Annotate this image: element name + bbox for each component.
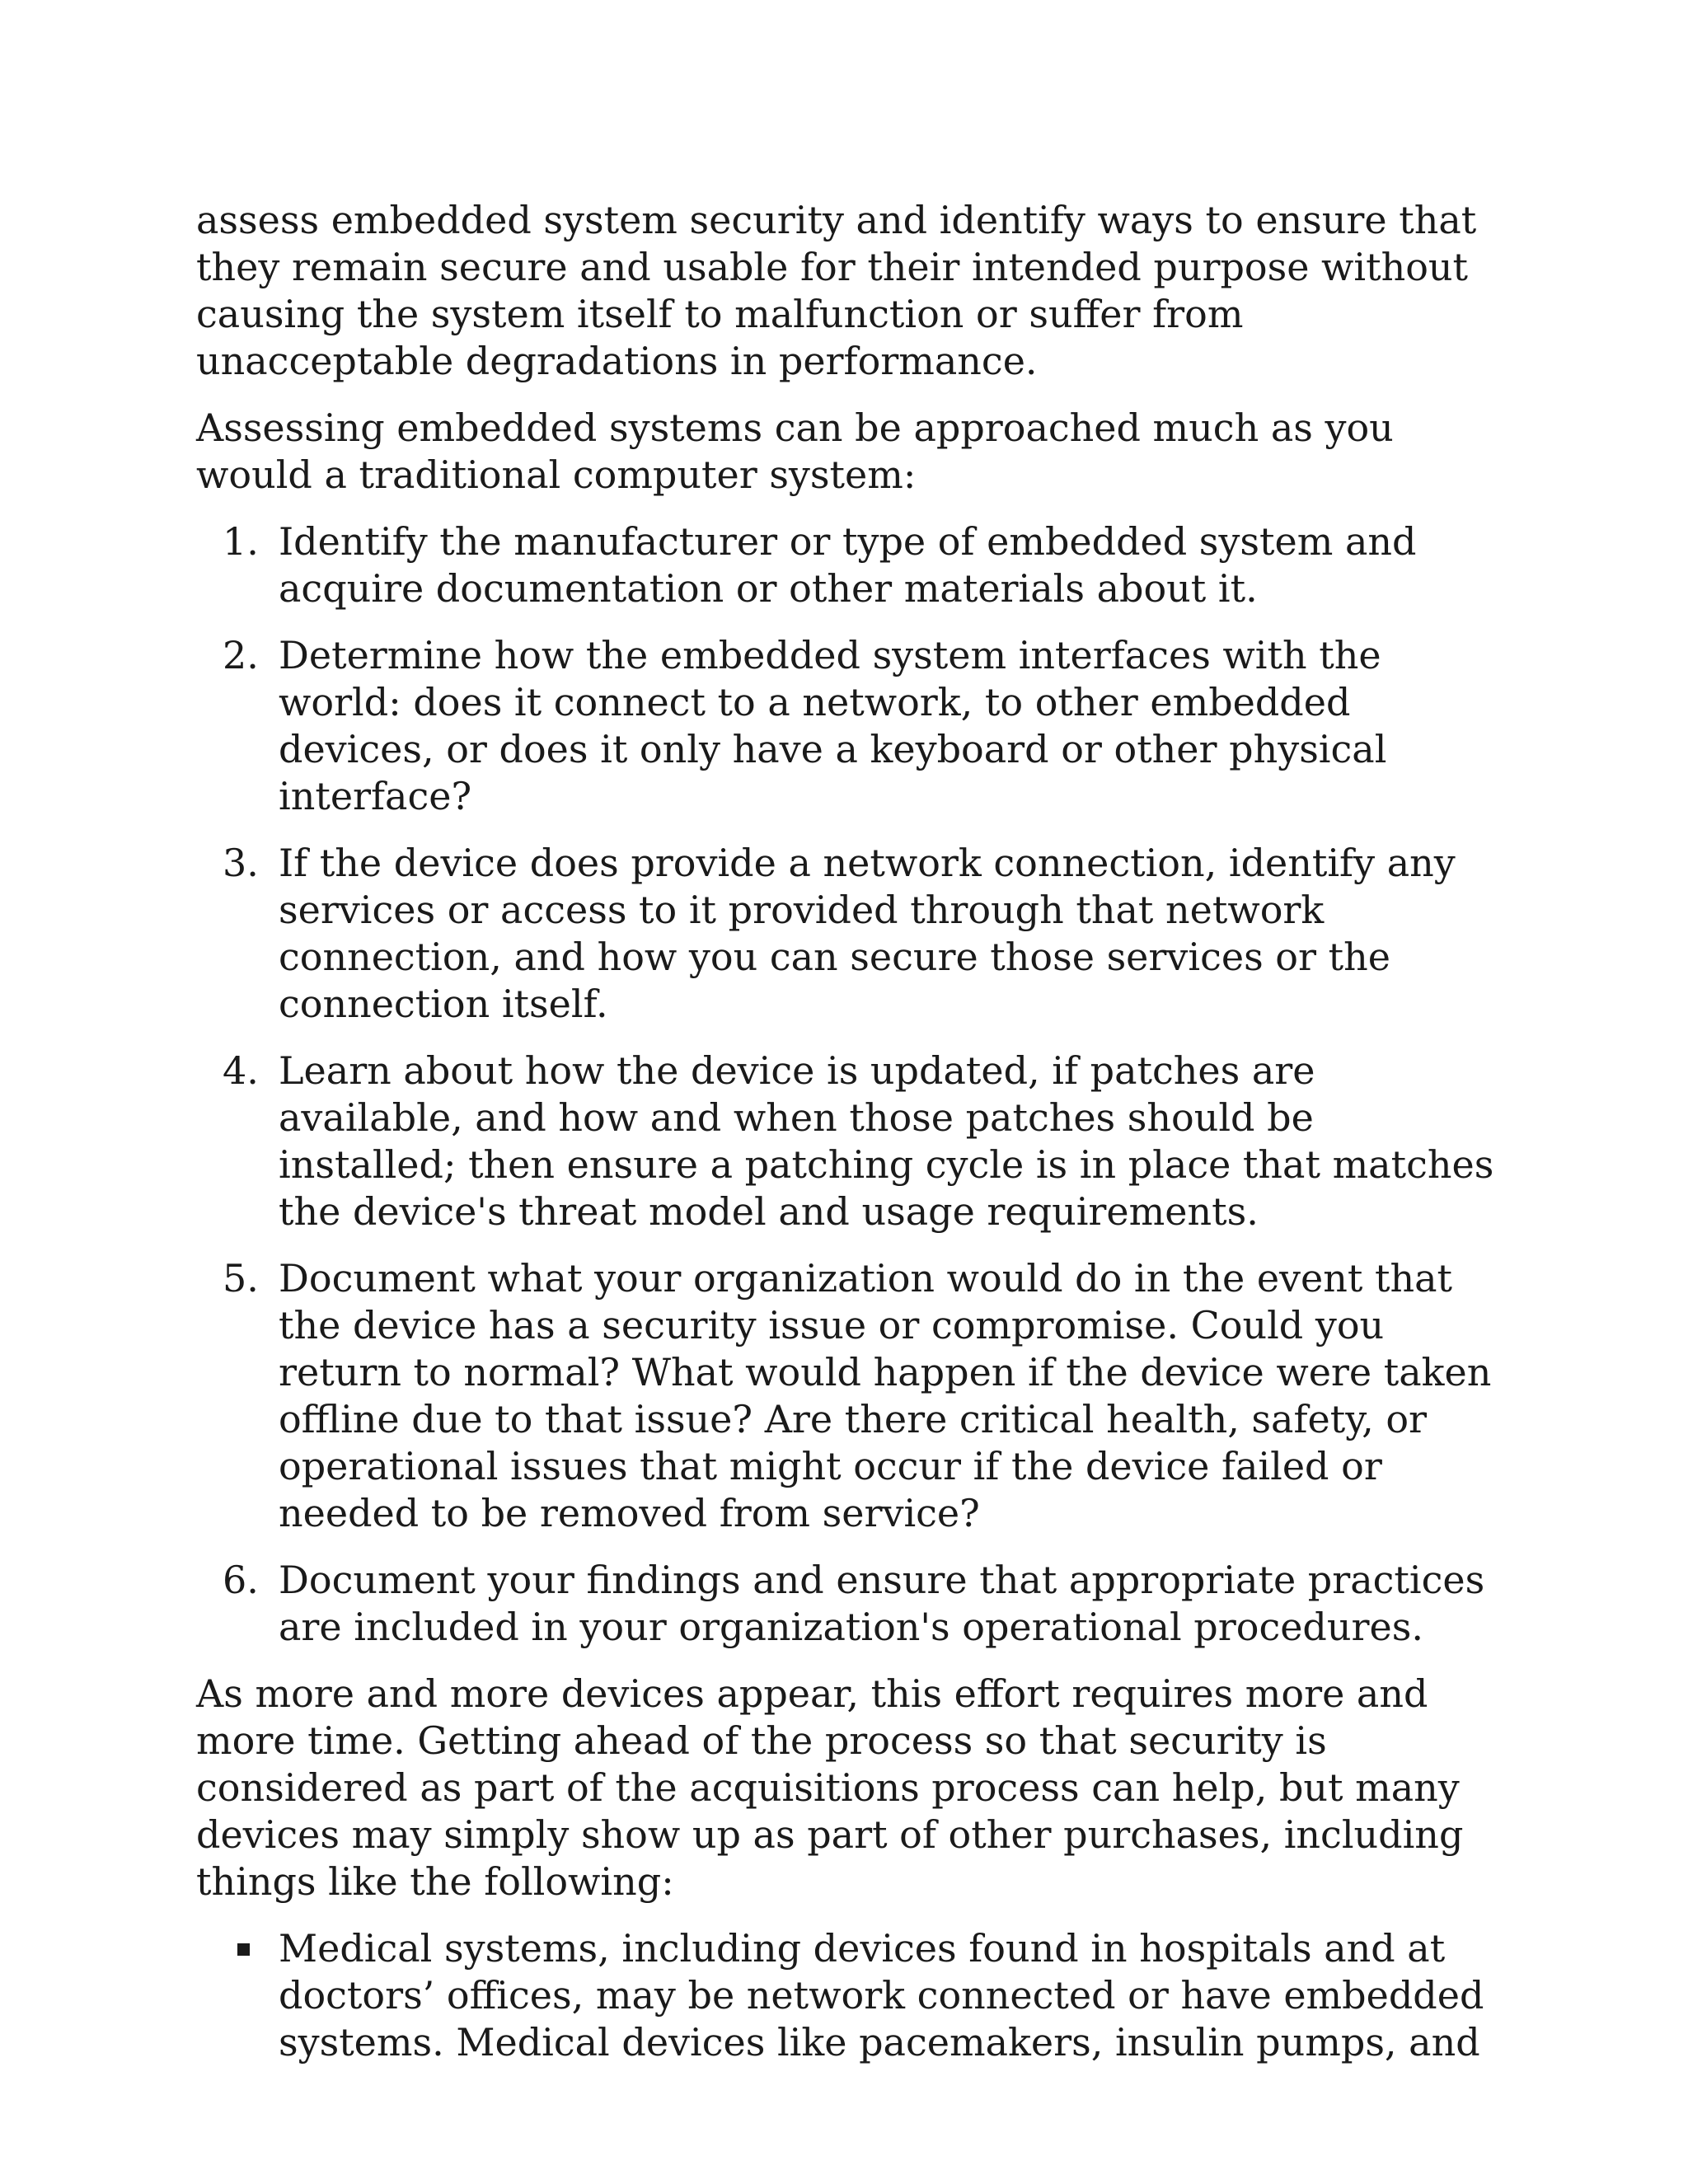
list-number: 3. bbox=[223, 841, 259, 885]
list-item-medical-systems bbox=[196, 1925, 1498, 2066]
list-item-text: Document what your organization would do in the event that the device has a security issue or compromise. Could you return to normal? What would happen if the device were taken offline due to that issue? Are there critical health, safety, or operational issues that might occur if the device failed or needed to be removed from service? bbox=[279, 1256, 1492, 1535]
device-examples-list bbox=[196, 1925, 1498, 2066]
list-item-step-3 bbox=[196, 840, 1498, 1028]
square-bullet-icon bbox=[237, 1943, 250, 1956]
list-item-text: If the device does provide a network connection, identify any services or access to it provided through that network connection, and how you can secure those services or the connection itself. bbox=[279, 841, 1456, 1026]
paragraph-intro-continuation: assess embedded system security and identify ways to ensure that they remain secure and usable for their intended purpose without causing the system itself to malfunction or suffer from unacceptable degradations in performance. bbox=[196, 198, 1477, 383]
list-item-step-4 bbox=[196, 1047, 1498, 1235]
list-number: 2. bbox=[223, 633, 259, 677]
list-item-text: Identify the manufacturer or type of embedded system and acquire documentation or other materials about it. bbox=[279, 519, 1417, 611]
list-item-step-6 bbox=[196, 1557, 1498, 1651]
list-number: 4. bbox=[223, 1048, 259, 1093]
paragraph-approach: Assessing embedded systems can be approached much as you would a traditional computer system: bbox=[196, 405, 1394, 497]
list-item-text: Medical systems, including devices found in hospitals and at doctors’ offices, may be network connected or have embedded systems. Medical devices like pacemakers, insulin pumps, and bbox=[279, 1926, 1484, 2064]
assessment-steps-list bbox=[196, 518, 1498, 1651]
list-item-text: Determine how the embedded system interfaces with the world: does it connect to a network, to other embedded devices, or does it only have a keyboard or other physical interface? bbox=[279, 633, 1387, 818]
list-item-text: Learn about how the device is updated, if patches are available, and how and when those patches should be installed; then ensure a patching cycle is in place that matches the device's threat model and usage requirements. bbox=[279, 1048, 1494, 1234]
paragraph-more-devices: As more and more devices appear, this effort requires more and more time. Getting ahead of the process so that security is considered as part of the acquisitions process can help, but many devices may simply show up as part of other purchases, including things like the following: bbox=[196, 1671, 1464, 1904]
list-number: 5. bbox=[223, 1256, 259, 1301]
list-item-step-2 bbox=[196, 632, 1498, 820]
list-number: 1. bbox=[223, 519, 259, 564]
page-body bbox=[196, 197, 1498, 2086]
list-item-step-1 bbox=[196, 518, 1498, 612]
list-number: 6. bbox=[223, 1558, 259, 1602]
list-item-text: Document your findings and ensure that appropriate practices are included in your organization's operational procedures. bbox=[279, 1558, 1485, 1649]
list-item-step-5 bbox=[196, 1255, 1498, 1537]
